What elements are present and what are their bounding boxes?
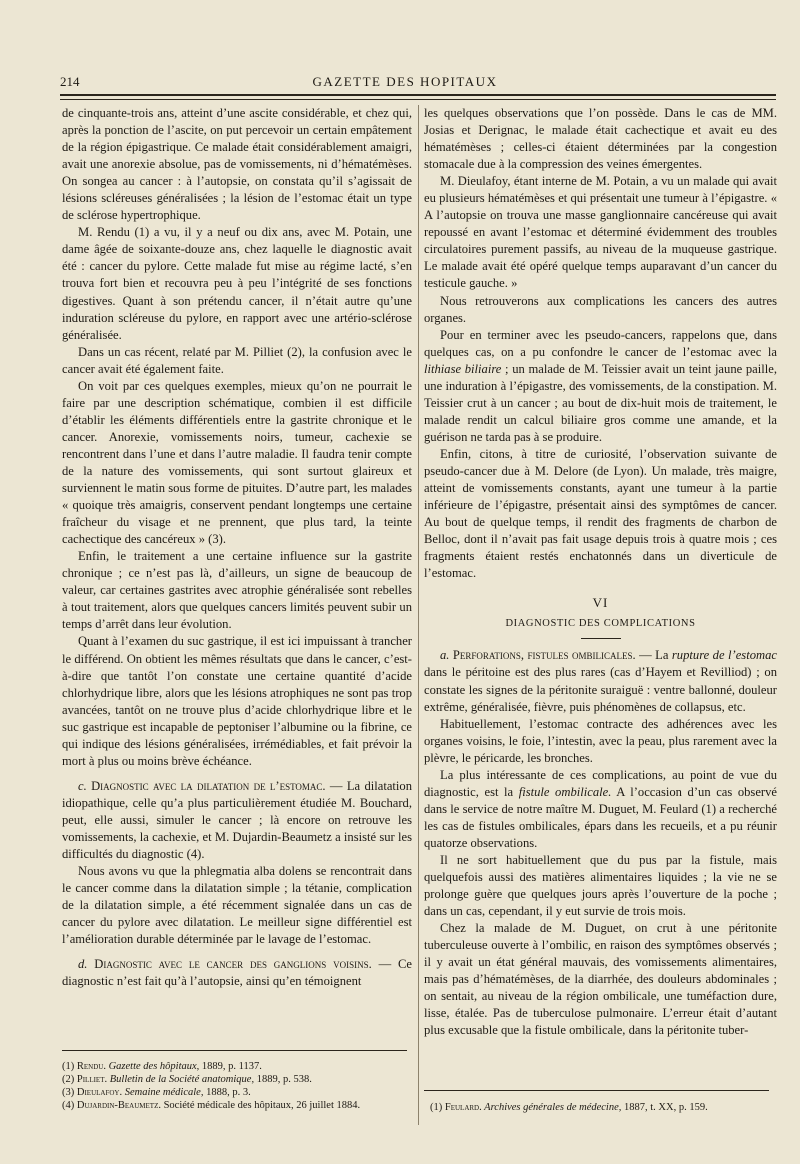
footnote-title: Bulletin de la Société anatomique, xyxy=(107,1074,255,1085)
emphasis: lithiase biliaire xyxy=(424,361,502,376)
column-separator xyxy=(418,105,419,1125)
footnote xyxy=(62,1060,407,1073)
paragraph: M. Dieulafoy, étant interne de M. Potain, a vu un malade qui avait eu plusieurs hématémèses et qui présentait une tumeur à l’épigastre. « A l’autopsie on trouva une masse ganglionnaire cancéreuse qui avait repoussé en avant l’estomac et déterminé évidemment des troubles circulatoires purement passifs, au niveau de la muqueuse gastrique. Le malade avait été opéré quelque temps auparavant d’un cancer du testicule gauche. » xyxy=(424,174,777,291)
footnote-ref: 1889, p. 1137. xyxy=(199,1061,262,1072)
footnote-number: (4) xyxy=(62,1100,77,1111)
paragraph: Quant à l’examen du suc gastrique, il est ici impuissant à trancher le différend. On obtient les mêmes résultats que dans le cancer, c’est-à-dire que tantôt l’on constate une certaine quantité d’acide chlorhydrique libre, alors que les lésions atrophiques ne sont pas trop avancées, tantôt on ne trouve plus d’acide chlorhydrique libre et le suc gastrique est incapable de peptoniser l’albumine ou la fibrine, ce qui indique des lésions généralisées, irrémédiables, et fait prévoir la mort à plus ou moins brève échéance. xyxy=(62,634,412,768)
paragraph-text: La plus intéressante de ces complications, au point de vue du diagnostic, est la xyxy=(424,767,777,799)
emphasis: rupture de l’estomac xyxy=(671,648,777,663)
subsection-label: c. xyxy=(78,778,92,793)
footnote-ref: 1889, p. 538. xyxy=(254,1074,312,1085)
paragraph: de cinquante-trois ans, atteint d’une ascite considérable, et chez qui, après la ponction de l’ascite, on put percevoir un certain empâtement de la région épigastrique. Ce malade était considérablement amaigri, avait une anorexie absolue, pas de vomissements, ni d’hématémèses. On songea au cancer : à l’autopsie, on constata qu’il s’agissait de lésions scléreuses généralisées ; la lésion de l’estomac était un type de sclérose hypertrophique. xyxy=(62,106,412,223)
paragraph-perforations xyxy=(424,647,777,715)
paragraph-dilatation xyxy=(62,778,412,863)
paragraph-fistule xyxy=(424,767,777,852)
spacer xyxy=(62,770,412,778)
footnote-rule xyxy=(424,1090,769,1091)
paragraph: Chez la malade de M. Duguet, on crut à une péritonite tuberculeuse ouverte à l’ombilic, en raison des symptômes observés ; il y avait un état général mauvais, des vomissements alimentaires, mais pas d’hématémèses, de la diarrhée, des douleurs abdominales ; on sentait, au niveau de la région ombilicale, une tuméfaction dure, lisse, étalée. Pas de tuberculose pulmonaire. L’erreur était d’autant plus excusable que la fistule ombilicale, dans la péritonite tuber- xyxy=(424,921,777,1038)
paragraph-text: — Ce diagnostic n’est fait qu’à l’autopsie, ainsi qu’en témoignent xyxy=(62,957,412,989)
footnote-ref: Société médicale des hôpitaux, 26 juillet 1884. xyxy=(160,1100,361,1111)
paragraph: Il ne sort habituellement que du pus par la fistule, mais quelquefois aussi des matières alimentaires liquides ; la vie ne se prolonge guère que quelques jours après l’ouverture de la poche ; dans un cas, cependant, il y eut survie de trois mois. xyxy=(424,852,777,919)
section-number: VI xyxy=(592,595,609,611)
paragraph: Dans un cas récent, relaté par M. Pilliet (2), la confusion avec le cancer avait été également faite. xyxy=(62,344,412,376)
right-column xyxy=(424,105,777,1039)
paragraph: On voit par ces quelques exemples, mieux qu’on ne pourrait le faire par une description schématique, combien il est difficile d’établir les éléments différentiels entre la gastrite chronique et le cancer. Anorexie, vomissements noirs, tumeur, cachexie se rencontrent dans l’une et dans l’autre maladie. Il faudra tenir compte de la nature des vomissements, qui sont surtout glaireux et surviennent le matin sous forme de pituites. D’autre part, les malades « quoique très amaigris, conservent pendant longtemps une certaine fraîcheur du visage et ne prennent, que plus tard, la teinte cachectique des cancéreux » (3). xyxy=(62,378,412,547)
section-rule xyxy=(581,638,621,639)
subsection-label: a. xyxy=(440,648,453,663)
left-column xyxy=(62,105,412,990)
subsection-heading: Diagnostic avec le cancer des ganglions voisins. xyxy=(94,957,372,972)
footnote-author: Pilliet. xyxy=(76,1074,108,1085)
journal-title: GAZETTE DES HOPITAUX xyxy=(312,74,498,89)
footnote xyxy=(62,1086,407,1099)
running-header xyxy=(60,70,750,92)
subsection-heading: Diagnostic avec la dilatation de l’estomac. xyxy=(91,778,326,793)
paragraph: M. Rendu (1) a vu, il y a neuf ou dix ans, avec M. Potain, une dame âgée de soixante-douze ans, chez laquelle le diagnostic avait été : cancer du pylore. Cette malade fut mise au régime lacté, s’en trouva fort bien et recouvra peu à peu l’intégrité de ses fonctions digestives. Quant à son prétendu cancer, il n’était autre qu’une induration scléreuse du pylore, en rapport avec une artério-sclérose généralisée. xyxy=(62,225,412,342)
footnote-author: Feulard. xyxy=(444,1102,482,1113)
right-footnotes xyxy=(430,1101,775,1114)
footnote-title: Archives générales de médecine, xyxy=(481,1102,622,1113)
paragraph-ganglions xyxy=(62,956,412,990)
paragraph: les quelques observations que l’on possède. Dans le cas de MM. Josias et Derignac, le malade était cachectique et avait eu des hématémèses ; celles-ci étaient déterminées par la congestion stomacale due à la compression des veines émergentes. xyxy=(424,106,777,172)
footnote xyxy=(62,1099,407,1112)
footnote-number: (1) xyxy=(62,1061,77,1072)
footnote-title: Gazette des hôpitaux, xyxy=(105,1061,200,1072)
left-footnotes xyxy=(62,1060,407,1112)
paragraph: Nous retrouverons aux complications les cancers des autres organes. xyxy=(424,293,777,325)
paragraph: Habituellement, l’estomac contracte des adhérences avec les organes voisins, le foie, l’intestin, avec la peau, plus rarement avec la plèvre, le péricarde, les bronches. xyxy=(424,716,777,765)
paragraph: Enfin, le traitement a une certaine influence sur la gastrite chronique ; ce n’est pas là, d’ailleurs, un signe de beaucoup de valeur, car certaines gastrites avec atrophie généralisée sont rebelles à tout traitement, alors que quelques cancers limités peuvent subir un temps d’arrêt dans leur évolution. xyxy=(62,549,412,632)
paragraph-text: ; un malade de M. Teissier avait un teint jaune paille, une induration à l’épigastre, des vomissements, de la constipation. M. Teissier crut à un cancer ; au bout de dix-huit mois de traitement, le malade rendit un calcul biliaire gros comme une amande, et la guérison ne tarda pas à se produire. xyxy=(424,361,777,444)
footnote-author: Dujardin-Beaumetz. xyxy=(76,1100,161,1111)
footnote-number: (1) xyxy=(430,1102,445,1113)
footnote xyxy=(62,1073,407,1086)
footnote-number: (2) xyxy=(62,1074,77,1085)
footnote-title: Semaine médicale, xyxy=(122,1087,204,1098)
footnote-author: Rendu. xyxy=(76,1061,106,1072)
paragraph-text: dans le péritoine est des plus rares (cas d’Hayem et Revilliod) ; on constate les signes de la péritonite suraiguë : ventre ballonné, douleur extrême, généralisée, fièvre, puis phénomènes de collapsus, etc. xyxy=(424,665,777,714)
page-number: 214 xyxy=(60,74,80,89)
emphasis: fistule ombilicale. xyxy=(518,784,612,799)
paragraph-text: Pour en terminer avec les pseudo-cancers, rappelons que, dans quelques cas, on a pu confondre le cancer de l’estomac avec la xyxy=(424,327,777,359)
paragraph-text: A l’occasion d’un cas observé dans le service de notre maître M. Duguet, M. Feulard (1) a recherché les cas de fistules ombilicales, épars dans les recueils, et a pu réunir quatorze observations. xyxy=(424,784,778,850)
footnote xyxy=(430,1101,775,1114)
header-rule-thick xyxy=(60,94,776,96)
footnote-author: Dieulafoy. xyxy=(76,1087,123,1098)
footnote-number: (3) xyxy=(62,1087,77,1098)
spacer xyxy=(62,948,412,956)
footnote-ref: 1888, p. 3. xyxy=(203,1087,251,1098)
header-rule-thin xyxy=(60,99,776,100)
paragraph-lithiase xyxy=(424,327,777,446)
paragraph: Nous avons vu que la phlegmatia alba dolens se rencontrait dans le cancer comme dans la dilatation simple ; la tétanie, complication de la dilatation simple, a été récemment signalée dans un cas de cancer du pylore avec dilatation. Le meilleur signe différentiel est l’amélioration durable déterminée par le lavage de l’estomac. xyxy=(62,864,412,947)
footnote-rule xyxy=(62,1050,407,1051)
footnote-ref: 1887, t. XX, p. 159. xyxy=(621,1102,708,1113)
subsection-heading: Perforations, fistules ombilicales. xyxy=(452,648,636,663)
paragraph: Enfin, citons, à titre de curiosité, l’observation suivante de pseudo-cancer due à M. Delore (de Lyon). Un malade, très maigre, atteint de vomissements constants, ayant une tumeur à la partie inférieure de l’épigastre, présentait ainsi des symptômes de cancer. Au bout de quelque temps, il rendit des fragments de charbon de Belloc, dont il n’avait pas fait usage depuis trois à quatre mois ; ces fragments étaient restés enchatonnés dans un diverticule de l’estomac. xyxy=(424,446,777,581)
section-title: DIAGNOSTIC DES COMPLICATIONS xyxy=(505,618,696,630)
subsection-label: d. xyxy=(78,957,95,972)
paragraph-text: — La dilatation idiopathique, celle qu’a plus particulièrement étudiée M. Bouchard, peut, elle aussi, simuler le cancer ; là encore on retrouve les vomissements, la cachexie, et M. Dujardin-Beaumetz a insisté sur les difficultés du diagnostic (4). xyxy=(62,778,413,862)
paragraph-text: — La xyxy=(635,648,672,663)
